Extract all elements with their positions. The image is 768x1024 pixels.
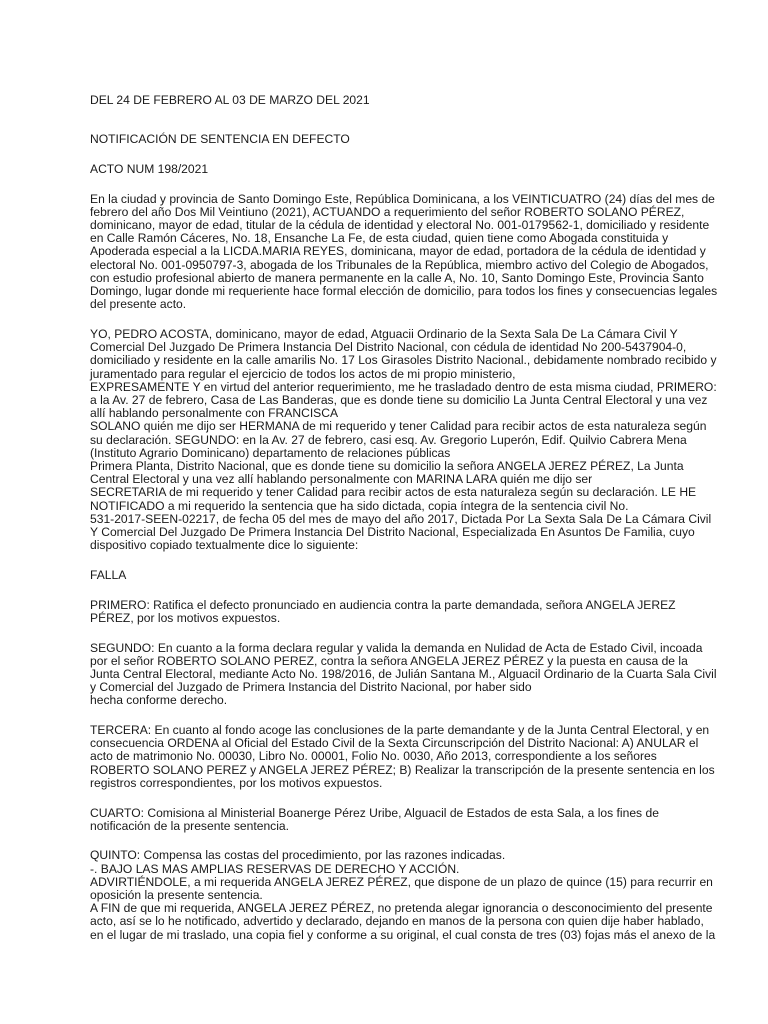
paragraph-line: dispositivo copiado textualmente dice lo siguiente: bbox=[90, 538, 359, 553]
paragraph-line: NOTIFICADO a mi requerido la sentencia que ha sido dictada, copia íntegra de la sentencia civil No. bbox=[90, 498, 629, 513]
date-range-text: DEL 24 DE FEBRERO AL 03 DE MARZO DEL 2021 bbox=[90, 93, 370, 107]
document-title-text: NOTIFICACIÓN DE SENTENCIA EN DEFECTO bbox=[90, 132, 350, 147]
paragraph-line: oposición la presente sentencia. bbox=[90, 888, 263, 903]
paragraph bbox=[90, 569, 680, 582]
paragraph-line: PRIMERO: Ratifica el defecto pronunciado en audiencia contra la parte demandada, señora ANGELA JEREZ bbox=[90, 597, 676, 612]
paragraph-line: SECRETARIA de mi requerido y tener Calidad para recibir actos de esta naturaleza según su declaración. LE HE bbox=[90, 485, 697, 500]
paragraph-line: TERCERA: En cuanto al fondo acoge las conclusiones de la parte demandante y de la Junta Central Electoral, y en bbox=[90, 723, 710, 738]
paragraph-line: y Comercial del Juzgado de Primera Instancia del Distrito Nacional, por haber sido bbox=[90, 680, 532, 695]
paragraph-line: Central Electoral y una vez allí hablando personalmente con MARINA LARA quién me dijo ser bbox=[90, 472, 593, 487]
paragraph-line: a la Av. 27 de febrero, Casa de Las Banderas, que es donde tiene su domicilio La Junta Central Electoral y una vez bbox=[90, 392, 708, 407]
paragraph-line: Comercial Del Juzgado De Primera Instancia Del Distrito Nacional, con cédula de identidad No 200-5437904-0, bbox=[90, 340, 687, 355]
paragraph-line: domiciliado y residente en la calle amarilis No. 17 Los Girasoles Distrito Nacional., debidamente nombrado recibido y bbox=[90, 353, 717, 368]
paragraph-line: -. BAJO LAS MAS AMPLIAS RESERVAS DE DERECHO Y ACCIÓN. bbox=[90, 861, 460, 876]
paragraph-line: QUINTO: Compensa las costas del procedimiento, por las razones indicadas. bbox=[90, 848, 506, 863]
paragraph-line: Junta Central Electoral, mediante Acto No. 198/2016, de Julián Santana M., Alguacil Ordinario de la Cuarta Sala Civil bbox=[90, 666, 717, 681]
paragraph bbox=[90, 640, 717, 708]
paragraph-line: Y Comercial Del Juzgado De Primera Instancia Del Distrito Nacional, Especializada En Asuntos De Familia, cuyo bbox=[90, 524, 695, 539]
paragraph-line: con estudio profesional abierto de manera permanente en la calle A, No. 10, Santo Domingo Este, Provincia Santo bbox=[90, 270, 704, 285]
paragraph-line: electoral No. 001-0950797-3, abogada de los Tribunales de la República, miembro activo del Colegio de Abogados, bbox=[90, 257, 709, 272]
paragraph-line: (Instituto Agrario Dominicano) departamento de relaciones públicas bbox=[90, 445, 451, 460]
paragraph-line: ROBERTO SOLANO PEREZ y ANGELA JEREZ PÉREZ; B) Realizar la transcripción de la presente sentencia en los bbox=[90, 762, 715, 777]
paragraph-line: consecuencia ORDENA al Oficial del Estado Civil de la Sexta Circunscripción del Distrito Nacional: A) ANULAR el bbox=[90, 736, 699, 751]
paragraph-line: YO, PEDRO ACOSTA, dominicano, mayor de edad, Atguacii Ordinario de la Sexta Sala De La Cámara Civil Y bbox=[90, 326, 678, 341]
document-page bbox=[90, 93, 718, 958]
paragraph-line: Domingo, lugar donde mi requeriente hace formal elección de domicilio, para todos los fines y consecuencias legales bbox=[90, 284, 718, 299]
paragraph-line: allí hablando personalmente con FRANCISCA bbox=[90, 406, 339, 421]
paragraph-line: PÉREZ, por los motivos expuestos. bbox=[90, 610, 281, 625]
paragraph bbox=[90, 191, 718, 312]
paragraph-line: 531-2017-SEEN-02217, de fecha 05 del mes de mayo del año 2017, Dictada Por La Sexta Sala De La Cámara Civil bbox=[90, 511, 712, 526]
act-number bbox=[90, 163, 680, 176]
paragraph-line: dominicano, mayor de edad, titular de la cédula de identidad y electoral No. 001-0179562-1, domiciliado y residente bbox=[90, 218, 710, 233]
paragraph-line: Apoderada especial a la LICDA.MARIA REYES, dominicana, mayor de edad, portadora de la cédula de identidad y bbox=[90, 244, 706, 259]
paragraph-line: FALLA bbox=[90, 567, 127, 582]
paragraph-line: Primera Planta, Distrito Nacional, que es donde tiene su domicilio la señora ANGELA JEREZ PÉREZ, La Junta bbox=[90, 458, 684, 473]
paragraph-line: hecha conforme derecho. bbox=[90, 693, 228, 708]
date-range bbox=[90, 94, 680, 107]
paragraph-line: EXPRESAMENTE Y en virtud del anterior requerimiento, me he trasladado dentro de esta misma ciudad, PRIMERO: bbox=[90, 379, 717, 394]
paragraph-line: acto de matrimonio No. 00030, Libro No. 00001, Folio No. 0030, Año 2013, correspondiente a los señores bbox=[90, 749, 657, 764]
paragraph-line: juramentado para regular el ejercicio de todos los actos de mi propio ministerio, bbox=[90, 366, 516, 381]
paragraph-line: A FIN de que mi requerida, ANGELA JEREZ PÉREZ, no pretenda alegar ignorancia o desconocimiento del presente bbox=[90, 901, 713, 916]
paragraph-line: febrero del año Dos Mil Veintiuno (2021), ACTUANDO a requerimiento del señor ROBERTO SOLANO PÉREZ, bbox=[90, 204, 685, 219]
paragraph bbox=[90, 807, 680, 833]
document-title bbox=[90, 133, 680, 146]
paragraph-line: registros correspondientes, por los motivos expuestos. bbox=[90, 775, 383, 790]
paragraph-line: su declaración. SEGUNDO: en la Av. 27 de febrero, casi esq. Av. Gregorio Luperón, Edif. Quilvio Cabrera Mena bbox=[90, 432, 687, 447]
paragraph-line: SOLANO quién me dijo ser HERMANA de mi requerido y tener Calidad para recibir actos de esta naturaleza según bbox=[90, 419, 707, 434]
paragraph bbox=[90, 326, 717, 553]
paragraph-line: en Calle Ramón Cáceres, No. 18, Ensanche La Fe, de esta ciudad, quien tiene como Abogada constituida y bbox=[90, 231, 669, 246]
paragraph bbox=[90, 848, 716, 942]
paragraph-line: del presente acto. bbox=[90, 297, 187, 312]
paragraph-line: SEGUNDO: En cuanto a la forma declara regular y valida la demanda en Nulidad de Acta de Estado Civil, incoada bbox=[90, 640, 703, 655]
paragraph-line: por el señor ROBERTO SOLANO PEREZ, contra la señora ANGELA JEREZ PÉREZ y la puesta en causa de la bbox=[90, 653, 688, 668]
paragraph-line: CUARTO: Comisiona al Ministerial Boanerge Pérez Uribe, Alguacil de Estados de esta Sala, a los fines de bbox=[90, 805, 659, 820]
paragraph-line: en el lugar de mi traslado, una copia fiel y conforme a su original, el cual consta de tres (03) fojas más el anexo de la bbox=[90, 927, 716, 942]
act-number-text: ACTO NUM 198/2021 bbox=[90, 161, 209, 176]
paragraph-line: En la ciudad y provincia de Santo Domingo Este, República Dominicana, a los VEINTICUATRO (24) días del mes de bbox=[90, 191, 715, 206]
document-body bbox=[90, 191, 718, 942]
paragraph-line: ADVIRTIÉNDOLE, a mi requerida ANGELA JEREZ PÉREZ, que dispone de un plazo de quince (15) para recurrir en bbox=[90, 874, 713, 889]
paragraph-line: notificación de la presente sentencia. bbox=[90, 818, 290, 833]
paragraph bbox=[90, 599, 680, 625]
paragraph-line: acto, así se lo he notificado, advertido y declarado, dejando en manos de la persona con quien dije haber hablado, bbox=[90, 914, 704, 929]
paragraph bbox=[90, 723, 715, 790]
